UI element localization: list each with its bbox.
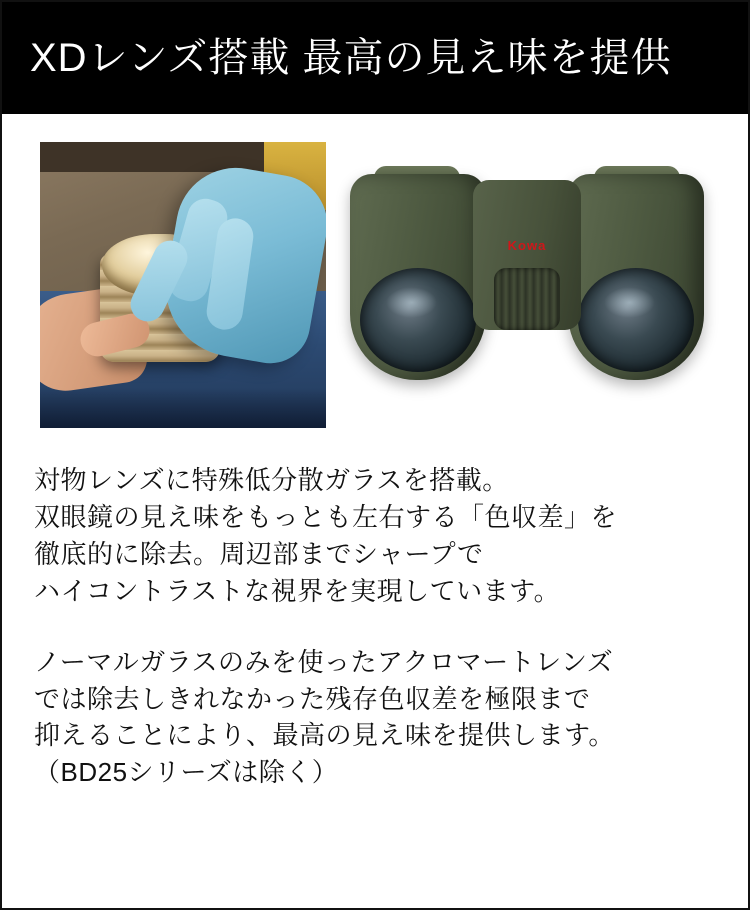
binoculars-illustration [344, 164, 710, 404]
focus-wheel [494, 268, 560, 330]
paragraph-1-line-4: ハイコントラストな視界を実現しています。 [34, 575, 561, 606]
header-band [2, 2, 748, 114]
paragraph-2-line-4: （BD25シリーズは除く） [34, 757, 339, 788]
binoculars-photo [344, 164, 710, 404]
barrel-left [350, 174, 486, 380]
paragraph-1 [34, 462, 718, 610]
paragraph-1-line-2: 双眼鏡の見え味をもっとも左右する「色収差」を [34, 501, 618, 532]
brand-logo: Kowa [507, 238, 547, 253]
objective-lens-right [578, 268, 694, 372]
paragraph-2 [34, 644, 718, 792]
barrel-right [568, 174, 704, 380]
paragraph-1-line-1: 対物レンズに特殊低分散ガラスを搭載。 [34, 465, 509, 495]
paragraph-2-line-3: 抑えることにより、最高の見え味を提供します。 [34, 720, 615, 751]
paragraph-2-line-2: では除去しきれなかった残存色収差を極限まで [34, 683, 591, 714]
paragraph-2-line-1: ノーマルガラスのみを使ったアクロマートレンズ [34, 646, 614, 677]
objective-lens-left [360, 268, 476, 372]
footer-spacer [2, 882, 748, 908]
paragraph-1-line-3: 徹底的に除去。周辺部までシャープで [34, 538, 484, 569]
body-text [2, 428, 748, 882]
page-title: XDレンズ搭載 最高の見え味を提供 [30, 36, 672, 80]
lens-polishing-photo [40, 142, 326, 428]
image-row [2, 114, 748, 428]
